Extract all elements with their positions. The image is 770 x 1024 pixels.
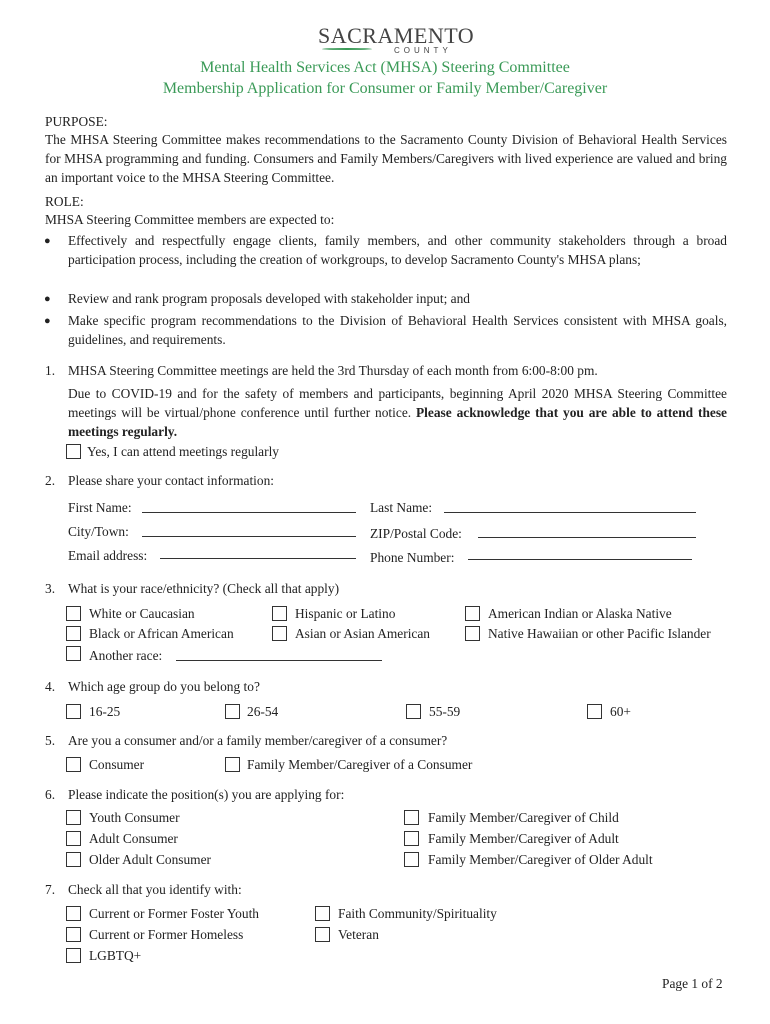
role-intro: MHSA Steering Committee members are expected to: <box>45 212 335 227</box>
q3-number: 3. <box>45 581 56 596</box>
city-label: City/Town: <box>68 524 129 539</box>
family-older-adult-checkbox[interactable] <box>404 852 419 867</box>
bullet-icon: ● <box>44 293 51 305</box>
logo-name: SACRAMENTO <box>318 23 475 48</box>
veteran-label: Veteran <box>338 927 379 942</box>
zip-field[interactable] <box>478 537 696 538</box>
phone-field[interactable] <box>468 559 692 560</box>
race-white-checkbox[interactable] <box>66 606 81 621</box>
q2-text: Please share your contact information: <box>68 473 274 488</box>
family-child-label: Family Member/Caregiver of Child <box>428 810 619 825</box>
family-member-checkbox[interactable] <box>225 757 240 772</box>
family-adult-label: Family Member/Caregiver of Adult <box>428 831 619 846</box>
role-heading: ROLE: <box>45 194 84 209</box>
first-name-field[interactable] <box>142 512 356 513</box>
older-adult-consumer-label: Older Adult Consumer <box>89 852 211 867</box>
race-pacific-islander-checkbox[interactable] <box>465 626 480 641</box>
race-hispanic-label: Hispanic or Latino <box>295 606 396 621</box>
q6-text: Please indicate the position(s) you are applying for: <box>68 787 345 802</box>
logo-sub: COUNTY <box>394 46 452 55</box>
older-adult-consumer-checkbox[interactable] <box>66 852 81 867</box>
race-american-indian-checkbox[interactable] <box>465 606 480 621</box>
homeless-label: Current or Former Homeless <box>89 927 244 942</box>
veteran-checkbox[interactable] <box>315 927 330 942</box>
phone-label: Phone Number: <box>370 550 455 565</box>
foster-youth-label: Current or Former Foster Youth <box>89 906 259 921</box>
q1-text: MHSA Steering Committee meetings are held the 3rd Thursday of each month from 6:00-8:00 pm. <box>68 363 598 378</box>
purpose-text: The MHSA Steering Committee makes recommendations to the Sacramento County Division of Behavioral Health Services for MHSA programming and funding. Consumers and Family Members/Caregivers with lived experience are valued and bring an important voice to the MHSA Steering Committee. <box>45 132 727 185</box>
family-adult-checkbox[interactable] <box>404 831 419 846</box>
q1-note <box>68 384 727 441</box>
youth-consumer-checkbox[interactable] <box>66 810 81 825</box>
bullet-icon: ● <box>44 315 51 327</box>
q1-note-text: Due to COVID-19 and for the safety of members and participants, beginning April 2020 MHSA Steering Committee meetings will be virtual/phone conference until further notice. <box>68 386 727 420</box>
race-hispanic-checkbox[interactable] <box>272 606 287 621</box>
q6-number: 6. <box>45 787 56 802</box>
foster-youth-checkbox[interactable] <box>66 906 81 921</box>
consumer-checkbox[interactable] <box>66 757 81 772</box>
age-60-plus-label: 60+ <box>610 704 631 719</box>
city-field[interactable] <box>142 536 356 537</box>
age-55-59-label: 55-59 <box>429 704 461 719</box>
role-bullet-2: Review and rank program proposals developed with stakeholder input; and <box>68 291 470 306</box>
age-60-plus-checkbox[interactable] <box>587 704 602 719</box>
age-16-25-label: 16-25 <box>89 704 121 719</box>
q2-number: 2. <box>45 473 56 488</box>
first-name-label: First Name: <box>68 500 132 515</box>
family-older-adult-label: Family Member/Caregiver of Older Adult <box>428 852 653 867</box>
last-name-field[interactable] <box>444 512 696 513</box>
adult-consumer-checkbox[interactable] <box>66 831 81 846</box>
county-logo <box>318 23 475 58</box>
q7-number: 7. <box>45 882 56 897</box>
title-line-2: Membership Application for Consumer or Family Member/Caregiver <box>162 80 608 97</box>
family-child-checkbox[interactable] <box>404 810 419 825</box>
faith-label: Faith Community/Spirituality <box>338 906 497 921</box>
consumer-label: Consumer <box>89 757 145 772</box>
q4-text: Which age group do you belong to? <box>68 679 260 694</box>
age-26-54-label: 26-54 <box>247 704 279 719</box>
bullet-icon: ● <box>44 235 51 247</box>
last-name-label: Last Name: <box>370 500 433 515</box>
logo-swoosh <box>322 48 372 50</box>
q5-text: Are you a consumer and/or a family member/caregiver of a consumer? <box>68 733 448 748</box>
role-bullet-3: Make specific program recommendations to the Division of Behavioral Health Services consistent with MHSA goals, guidelines, and requirements. <box>68 313 727 347</box>
zip-label: ZIP/Postal Code: <box>370 526 462 541</box>
race-black-label: Black or African American <box>89 626 234 641</box>
family-member-label: Family Member/Caregiver of a Consumer <box>247 757 473 772</box>
q3-text: What is your race/ethnicity? (Check all that apply) <box>68 581 340 596</box>
attend-checkbox[interactable] <box>66 444 81 459</box>
age-26-54-checkbox[interactable] <box>225 704 240 719</box>
race-american-indian-label: American Indian or Alaska Native <box>488 606 672 621</box>
race-pacific-islander-label: Native Hawaiian or other Pacific Islander <box>488 626 711 641</box>
q7-text: Check all that you identify with: <box>68 882 242 897</box>
faith-checkbox[interactable] <box>315 906 330 921</box>
race-white-label: White or Caucasian <box>89 606 195 621</box>
lgbtq-checkbox[interactable] <box>66 948 81 963</box>
email-label: Email address: <box>68 548 148 563</box>
email-field[interactable] <box>160 558 356 559</box>
purpose-heading: PURPOSE: <box>45 114 108 129</box>
q4-number: 4. <box>45 679 56 694</box>
page-number: Page 1 of 2 <box>662 976 723 991</box>
q5-number: 5. <box>45 733 56 748</box>
youth-consumer-label: Youth Consumer <box>89 810 180 825</box>
age-16-25-checkbox[interactable] <box>66 704 81 719</box>
homeless-checkbox[interactable] <box>66 927 81 942</box>
lgbtq-label: LGBTQ+ <box>89 948 142 963</box>
q1-note-bold: Please acknowledge that you are able to attend these meetings regularly. <box>68 405 727 439</box>
race-another-checkbox[interactable] <box>66 646 81 661</box>
adult-consumer-label: Adult Consumer <box>89 831 178 846</box>
q1-number: 1. <box>45 363 56 378</box>
title-line-1: Mental Health Services Act (MHSA) Steering Committee <box>200 59 570 76</box>
role-bullet-1: Effectively and respectfully engage clients, family members, and other community stakeholders through a broad participation process, including the creation of workgroups, to develop Sacramento County's MHSA plans; <box>68 233 727 267</box>
race-another-field[interactable] <box>176 660 382 661</box>
race-another-label: Another race: <box>89 648 163 663</box>
race-black-checkbox[interactable] <box>66 626 81 641</box>
age-55-59-checkbox[interactable] <box>406 704 421 719</box>
attend-label: Yes, I can attend meetings regularly <box>87 444 280 459</box>
race-asian-label: Asian or Asian American <box>295 626 430 641</box>
race-asian-checkbox[interactable] <box>272 626 287 641</box>
